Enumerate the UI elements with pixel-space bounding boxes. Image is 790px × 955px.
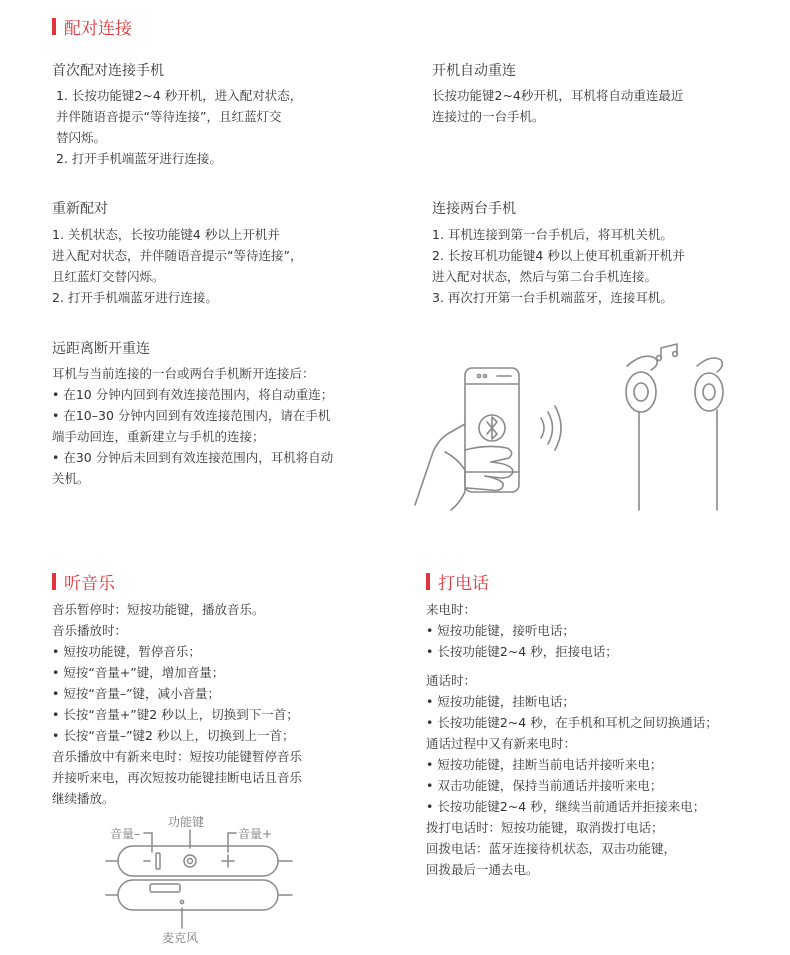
text-line: 来电时： bbox=[426, 602, 477, 617]
text-line: • 短按功能键，挂断当前电话并接听来电； bbox=[426, 757, 663, 772]
music-note-icon bbox=[657, 344, 678, 360]
text-far-reconnect bbox=[52, 363, 333, 489]
text-line: • 短按“音量+”键，增加音量； bbox=[52, 665, 225, 680]
text-line: 1. 长按功能键2~4 秒开机，进入配对状态， bbox=[56, 88, 303, 103]
text-line: • 长按“音量+”键2 秒以上，切换到下一首； bbox=[52, 707, 299, 722]
title-accent-bar bbox=[426, 573, 430, 590]
text-line: • 短按“音量–”键，减小音量； bbox=[52, 686, 221, 701]
text-calls-in-call bbox=[426, 670, 718, 880]
text-line: 3. 再次打开第一台手机端蓝牙，连接耳机。 bbox=[432, 290, 673, 305]
hand-outline bbox=[415, 424, 465, 505]
heading-auto-reconnect: 开机自动重连 bbox=[432, 63, 516, 79]
signal-waves-icon bbox=[541, 418, 544, 438]
function-button bbox=[184, 855, 196, 867]
text-line: 继续播放。 bbox=[52, 791, 115, 806]
title-accent-bar bbox=[52, 573, 56, 590]
heading-far-reconnect: 远距离断开重连 bbox=[52, 341, 150, 357]
text-line: 且红蓝灯交替闪烁。 bbox=[52, 269, 165, 284]
phone-earphones-illustration bbox=[405, 340, 740, 520]
text-line: 1. 关机状态，长按功能键4 秒以上开机并 bbox=[52, 227, 280, 242]
text-line: 并接听来电，再次短按功能键挂断电话且音乐 bbox=[52, 770, 303, 785]
text-line: 回拨最后一通去电。 bbox=[426, 862, 539, 877]
text-auto-reconnect bbox=[432, 85, 683, 127]
text-line: 进入配对状态，并伴随语音提示“等待连接”， bbox=[52, 248, 303, 263]
text-line: • 长按功能键2~4 秒，拒接电话； bbox=[426, 644, 618, 659]
earbud-left bbox=[627, 356, 657, 370]
text-line: 替闪烁。 bbox=[56, 130, 107, 145]
remote-control-diagram bbox=[100, 808, 300, 950]
text-line: • 双击功能键，保持当前通话并接听来电； bbox=[426, 778, 663, 793]
section-title-text: 听音乐 bbox=[64, 574, 115, 594]
text-first-pair bbox=[56, 85, 302, 169]
text-line: 拨打电话时：短按功能键，取消拨打电话； bbox=[426, 820, 664, 835]
heading-re-pair: 重新配对 bbox=[52, 201, 108, 217]
text-two-phones bbox=[432, 224, 685, 308]
text-music bbox=[52, 599, 302, 809]
vol-down-label: 音量– bbox=[110, 827, 141, 841]
text-re-pair bbox=[52, 224, 302, 308]
heading-first-pair: 首次配对连接手机 bbox=[52, 63, 164, 79]
section-title-text: 配对连接 bbox=[64, 19, 132, 39]
earbud-right bbox=[697, 358, 722, 372]
text-line: • 短按功能键，挂断电话； bbox=[426, 694, 575, 709]
text-line: • 在30 分钟后未回到有效连接范围内，耳机将自动 bbox=[52, 450, 334, 465]
remote-back bbox=[118, 880, 278, 910]
remote-front bbox=[118, 846, 278, 876]
mic-hole bbox=[180, 900, 183, 903]
text-line: 回拨电话：蓝牙连接待机状态，双击功能键， bbox=[426, 841, 677, 856]
text-line: • 在10 分钟内回到有效连接范围内，将自动重连； bbox=[52, 387, 334, 402]
text-line: • 长按功能键2~4 秒，在手机和耳机之间切换通话； bbox=[426, 715, 718, 730]
text-line: 耳机与当前连接的一台或两台手机断开连接后： bbox=[52, 366, 315, 381]
text-line: • 长按“音量–”键2 秒以上，切换到上一首； bbox=[52, 728, 295, 743]
text-line: 音乐播放中有新来电时：短按功能键暂停音乐 bbox=[52, 749, 303, 764]
function-key-label: 功能键 bbox=[168, 815, 205, 829]
text-line: 进入配对状态，然后与第二台手机连接。 bbox=[432, 269, 658, 284]
text-line: 2. 打开手机端蓝牙进行连接。 bbox=[52, 290, 218, 305]
text-line: 连接过的一台手机。 bbox=[432, 109, 545, 124]
text-line: 并伴随语音提示“等待连接”，且红蓝灯交 bbox=[56, 109, 282, 124]
text-line: 2. 长按耳机功能键4 秒以上使耳机重新开机并 bbox=[432, 248, 685, 263]
text-line: • 短按功能键，接听电话； bbox=[426, 623, 575, 638]
section-title-text: 打电话 bbox=[438, 574, 489, 594]
text-line: 通话过程中又有新来电时： bbox=[426, 736, 577, 751]
mic-label: 麦克风 bbox=[162, 931, 199, 945]
text-calls-incoming bbox=[426, 599, 618, 662]
text-line: 端手动回连，重新建立与手机的连接； bbox=[52, 429, 265, 444]
vol-up-label: 音量+ bbox=[238, 827, 273, 841]
text-line: 音乐暂停时：短按功能键，播放音乐。 bbox=[52, 602, 265, 617]
section-title-pairing bbox=[52, 14, 132, 39]
text-line: 2. 打开手机端蓝牙进行连接。 bbox=[56, 151, 222, 166]
text-line: 长按功能键2~4秒开机，耳机将自动重连最近 bbox=[432, 88, 684, 103]
text-line: • 长按功能键2~4 秒，继续当前通话并拒接来电； bbox=[426, 799, 706, 814]
section-title-calls bbox=[426, 569, 489, 594]
heading-two-phones: 连接两台手机 bbox=[432, 201, 516, 217]
text-line: 1. 耳机连接到第一台手机后，将耳机关机。 bbox=[432, 227, 673, 242]
title-accent-bar bbox=[52, 18, 56, 35]
text-line: 通话时： bbox=[426, 673, 477, 688]
text-line: • 短按功能键，暂停音乐； bbox=[52, 644, 201, 659]
text-line: 音乐播放时： bbox=[52, 623, 128, 638]
section-title-music bbox=[52, 569, 115, 594]
text-line: 关机。 bbox=[52, 471, 90, 486]
text-line: • 在10–30 分钟内回到有效连接范围内，请在手机 bbox=[52, 408, 331, 423]
